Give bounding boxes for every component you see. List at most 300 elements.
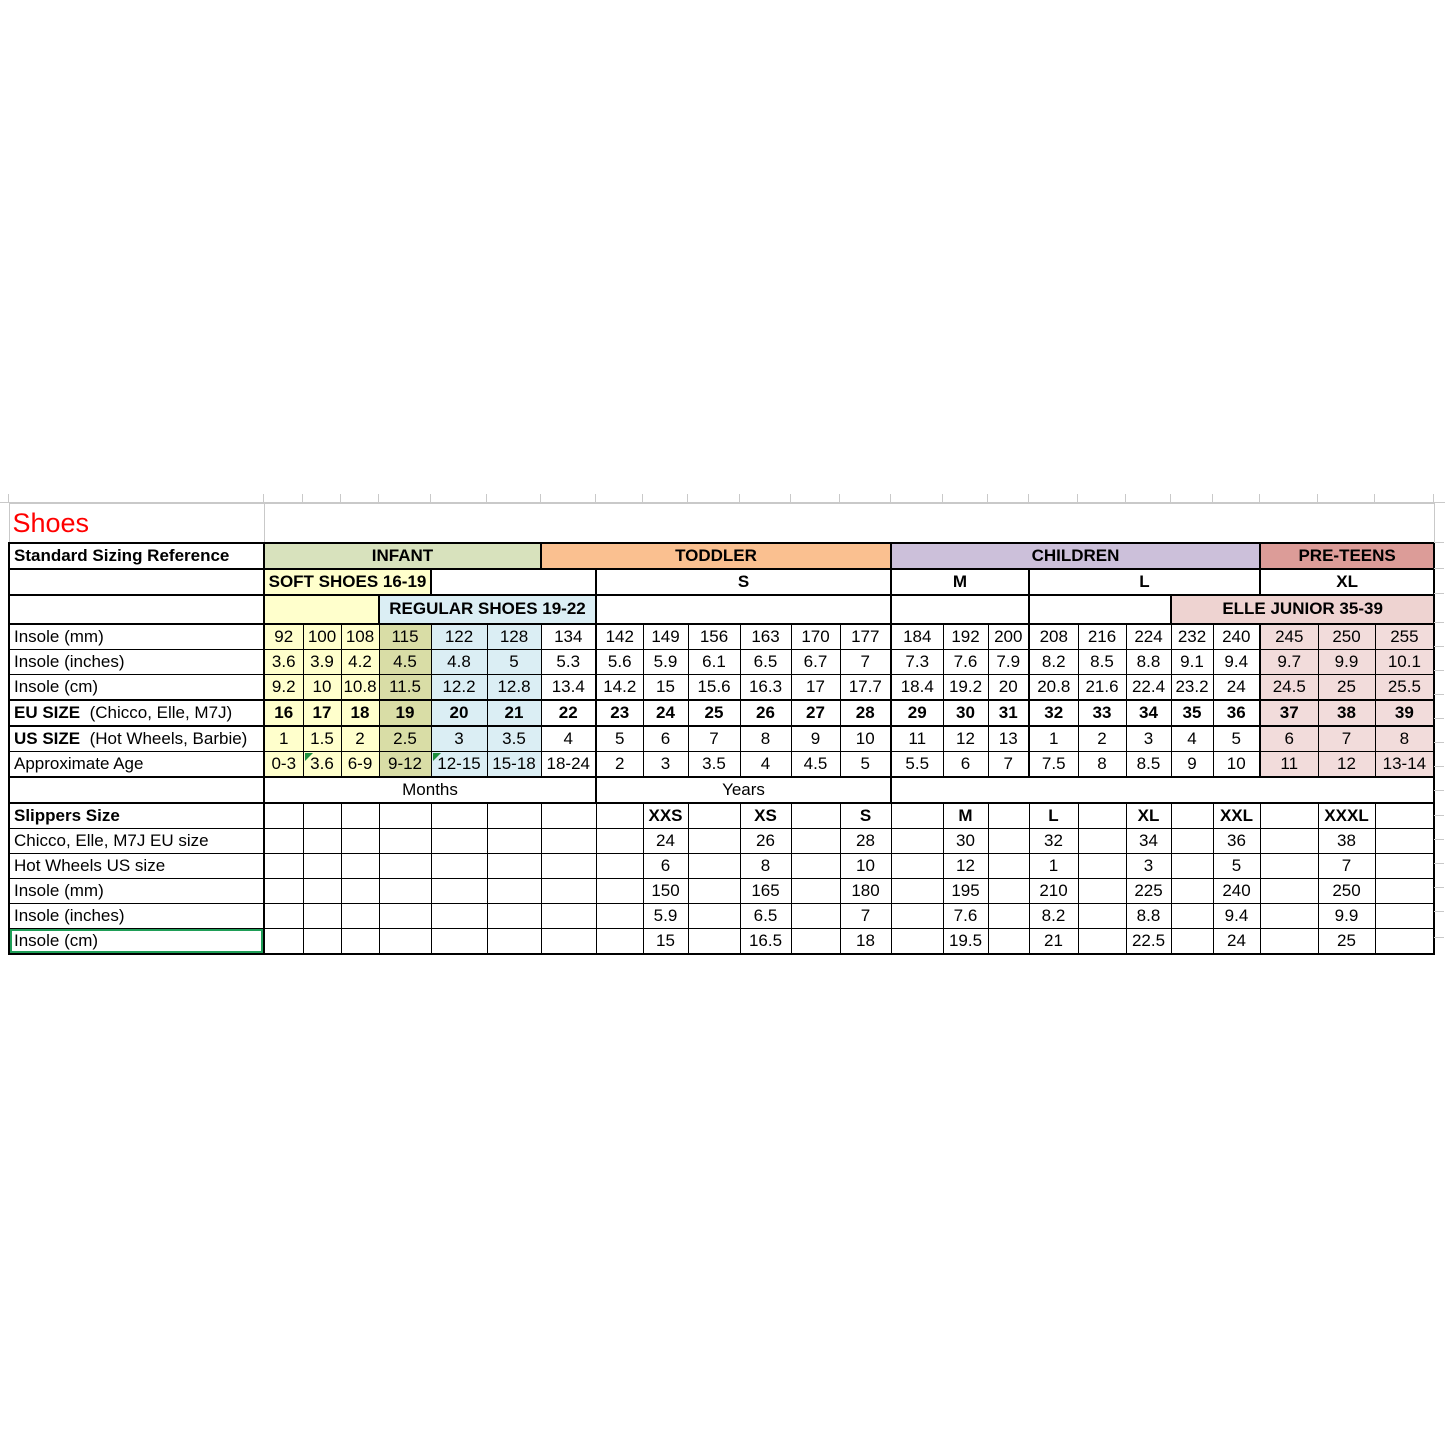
data-cell[interactable] xyxy=(1078,700,1126,726)
data-cell[interactable] xyxy=(1171,700,1213,726)
data-cell[interactable] xyxy=(943,674,988,700)
data-cell[interactable] xyxy=(1318,903,1375,928)
data-cell[interactable] xyxy=(1260,751,1318,777)
data-cell[interactable] xyxy=(643,751,688,777)
data-cell[interactable] xyxy=(988,674,1029,700)
blank-cell[interactable] xyxy=(688,903,740,928)
data-cell[interactable] xyxy=(643,700,688,726)
header-children[interactable] xyxy=(891,543,1260,569)
blank-cell[interactable] xyxy=(1375,878,1434,903)
data-cell[interactable] xyxy=(1318,649,1375,674)
data-cell[interactable] xyxy=(596,700,643,726)
row-label[interactable] xyxy=(9,700,264,726)
data-cell[interactable] xyxy=(303,751,341,777)
data-cell[interactable] xyxy=(264,624,303,650)
data-cell[interactable] xyxy=(379,649,431,674)
blank-cell[interactable] xyxy=(379,878,431,903)
blank-cell[interactable] xyxy=(791,928,840,954)
blank-cell[interactable] xyxy=(431,878,487,903)
data-cell[interactable] xyxy=(840,853,891,878)
blank-cell[interactable] xyxy=(264,853,303,878)
blank-cell[interactable] xyxy=(541,803,596,829)
blank-cell[interactable] xyxy=(1260,803,1318,829)
data-cell[interactable] xyxy=(1078,726,1126,752)
row-label[interactable] xyxy=(9,649,264,674)
data-cell[interactable] xyxy=(487,700,541,726)
blank-cell[interactable] xyxy=(1260,903,1318,928)
blank-cell[interactable] xyxy=(487,878,541,903)
data-cell[interactable] xyxy=(740,878,791,903)
data-cell[interactable] xyxy=(303,624,341,650)
data-cell[interactable] xyxy=(643,624,688,650)
data-cell[interactable] xyxy=(891,751,943,777)
data-cell[interactable] xyxy=(988,700,1029,726)
data-cell[interactable] xyxy=(541,726,596,752)
data-cell[interactable] xyxy=(791,624,840,650)
data-cell[interactable] xyxy=(840,903,891,928)
data-cell[interactable] xyxy=(943,878,988,903)
blank-cell[interactable] xyxy=(264,828,303,853)
blank-cell[interactable] xyxy=(303,903,341,928)
data-cell[interactable] xyxy=(431,700,487,726)
data-cell[interactable] xyxy=(1213,928,1260,954)
blank-cell[interactable] xyxy=(487,828,541,853)
data-cell[interactable] xyxy=(740,624,791,650)
blank-cell[interactable] xyxy=(541,903,596,928)
data-cell[interactable] xyxy=(379,700,431,726)
header-standard-sizing-reference[interactable] xyxy=(9,543,264,569)
data-cell[interactable] xyxy=(431,624,487,650)
data-cell[interactable] xyxy=(1126,903,1171,928)
blank-cell[interactable] xyxy=(303,828,341,853)
data-cell[interactable] xyxy=(1126,624,1171,650)
data-cell[interactable] xyxy=(943,624,988,650)
blank-cell[interactable] xyxy=(303,878,341,903)
blank-cell[interactable] xyxy=(1375,853,1434,878)
blank-cell[interactable] xyxy=(1375,803,1434,829)
blank-cell[interactable] xyxy=(988,828,1029,853)
data-cell[interactable] xyxy=(1126,700,1171,726)
data-cell[interactable] xyxy=(431,726,487,752)
blank-cell[interactable] xyxy=(487,903,541,928)
data-cell[interactable] xyxy=(643,726,688,752)
data-cell[interactable] xyxy=(643,878,688,903)
data-cell[interactable] xyxy=(431,751,487,777)
blank-cell[interactable] xyxy=(988,878,1029,903)
blank-cell[interactable] xyxy=(1260,828,1318,853)
data-cell[interactable] xyxy=(1126,828,1171,853)
data-cell[interactable] xyxy=(303,700,341,726)
blank-cell[interactable] xyxy=(1078,853,1126,878)
blank-cell[interactable] xyxy=(1260,878,1318,903)
data-cell[interactable] xyxy=(740,751,791,777)
data-cell[interactable] xyxy=(943,828,988,853)
blank-cell[interactable] xyxy=(541,828,596,853)
data-cell[interactable] xyxy=(541,700,596,726)
data-cell[interactable] xyxy=(840,700,891,726)
data-cell[interactable] xyxy=(303,726,341,752)
data-cell[interactable] xyxy=(943,751,988,777)
blank-cell[interactable] xyxy=(891,878,943,903)
data-cell[interactable] xyxy=(643,903,688,928)
blank-cell[interactable] xyxy=(791,853,840,878)
blank-cell[interactable] xyxy=(379,903,431,928)
blank-cell[interactable] xyxy=(1078,903,1126,928)
blank-cell[interactable] xyxy=(596,853,643,878)
blank-cell[interactable] xyxy=(688,803,740,829)
label-years[interactable] xyxy=(596,777,891,803)
blank-cell[interactable] xyxy=(264,878,303,903)
data-cell[interactable] xyxy=(596,674,643,700)
data-cell[interactable] xyxy=(1318,853,1375,878)
blank-cell[interactable] xyxy=(264,803,303,829)
blank-cell[interactable] xyxy=(988,853,1029,878)
data-cell[interactable] xyxy=(840,624,891,650)
data-cell[interactable] xyxy=(341,649,379,674)
blank-cell[interactable] xyxy=(303,803,341,829)
data-cell[interactable] xyxy=(1213,878,1260,903)
blank-cell[interactable] xyxy=(341,853,379,878)
blank-cell[interactable] xyxy=(264,928,303,954)
data-cell[interactable] xyxy=(840,928,891,954)
data-cell[interactable] xyxy=(643,674,688,700)
blank-cell[interactable] xyxy=(1171,853,1213,878)
blank-cell[interactable] xyxy=(688,828,740,853)
data-cell[interactable] xyxy=(596,649,643,674)
blank-cell[interactable] xyxy=(431,853,487,878)
data-cell[interactable] xyxy=(1171,674,1213,700)
header-preteens[interactable] xyxy=(1260,543,1434,569)
data-cell[interactable] xyxy=(1029,674,1078,700)
blank-cell[interactable] xyxy=(891,828,943,853)
blank-cell[interactable] xyxy=(1029,595,1171,624)
data-cell[interactable] xyxy=(891,649,943,674)
data-cell[interactable] xyxy=(1213,624,1260,650)
header-size-l[interactable] xyxy=(1029,569,1260,595)
blank-cell[interactable] xyxy=(596,928,643,954)
blank-cell[interactable] xyxy=(379,853,431,878)
data-cell[interactable] xyxy=(303,674,341,700)
blank-cell[interactable] xyxy=(379,928,431,954)
data-cell[interactable] xyxy=(1171,624,1213,650)
data-cell[interactable] xyxy=(1126,649,1171,674)
blank-cell[interactable] xyxy=(341,828,379,853)
blank-cell[interactable] xyxy=(487,853,541,878)
blank-cell[interactable] xyxy=(303,928,341,954)
data-cell[interactable] xyxy=(791,751,840,777)
blank-cell[interactable] xyxy=(1078,828,1126,853)
data-cell[interactable] xyxy=(341,751,379,777)
blank-cell[interactable] xyxy=(1375,928,1434,954)
row-label[interactable] xyxy=(9,726,264,752)
data-cell[interactable] xyxy=(264,751,303,777)
header-size-xl[interactable] xyxy=(1260,569,1434,595)
row-label[interactable] xyxy=(9,903,264,928)
data-cell[interactable] xyxy=(1213,751,1260,777)
data-cell[interactable] xyxy=(1126,928,1171,954)
blank-cell[interactable] xyxy=(1171,878,1213,903)
data-cell[interactable] xyxy=(1126,674,1171,700)
data-cell[interactable] xyxy=(1171,751,1213,777)
data-cell[interactable] xyxy=(1375,674,1434,700)
blank-cell[interactable] xyxy=(1078,878,1126,903)
blank-cell[interactable] xyxy=(891,595,1029,624)
data-cell[interactable] xyxy=(1213,649,1260,674)
data-cell[interactable] xyxy=(791,674,840,700)
blank-cell[interactable] xyxy=(1171,803,1213,829)
data-cell[interactable] xyxy=(541,751,596,777)
data-cell[interactable] xyxy=(1318,751,1375,777)
data-cell[interactable] xyxy=(596,726,643,752)
data-cell[interactable] xyxy=(1126,803,1171,829)
row-label[interactable] xyxy=(9,803,264,829)
data-cell[interactable] xyxy=(688,700,740,726)
data-cell[interactable] xyxy=(1318,928,1375,954)
data-cell[interactable] xyxy=(431,649,487,674)
blank-cell[interactable] xyxy=(891,803,943,829)
data-cell[interactable] xyxy=(1318,828,1375,853)
data-cell[interactable] xyxy=(264,700,303,726)
data-cell[interactable] xyxy=(1318,726,1375,752)
blank-cell[interactable] xyxy=(1171,928,1213,954)
header-regular-shoes[interactable] xyxy=(379,595,596,624)
data-cell[interactable] xyxy=(1318,803,1375,829)
data-cell[interactable] xyxy=(1260,649,1318,674)
data-cell[interactable] xyxy=(596,624,643,650)
blank-cell[interactable] xyxy=(596,595,891,624)
data-cell[interactable] xyxy=(341,726,379,752)
data-cell[interactable] xyxy=(1078,674,1126,700)
data-cell[interactable] xyxy=(1171,726,1213,752)
data-cell[interactable] xyxy=(943,853,988,878)
data-cell[interactable] xyxy=(688,751,740,777)
data-cell[interactable] xyxy=(1375,700,1434,726)
data-cell[interactable] xyxy=(688,726,740,752)
data-cell[interactable] xyxy=(487,649,541,674)
data-cell[interactable] xyxy=(1260,726,1318,752)
data-cell[interactable] xyxy=(1126,878,1171,903)
data-cell[interactable] xyxy=(1213,674,1260,700)
data-cell[interactable] xyxy=(943,803,988,829)
blank-cell[interactable] xyxy=(988,803,1029,829)
header-elle-junior[interactable] xyxy=(1171,595,1434,624)
blank-label[interactable] xyxy=(9,777,264,803)
data-cell[interactable] xyxy=(1078,751,1126,777)
row-label[interactable] xyxy=(9,624,264,650)
data-cell[interactable] xyxy=(740,828,791,853)
blank-cell[interactable] xyxy=(1260,928,1318,954)
data-cell[interactable] xyxy=(840,726,891,752)
data-cell[interactable] xyxy=(740,700,791,726)
data-cell[interactable] xyxy=(840,878,891,903)
data-cell[interactable] xyxy=(341,674,379,700)
blank-cell[interactable] xyxy=(379,803,431,829)
blank-cell[interactable] xyxy=(988,903,1029,928)
data-cell[interactable] xyxy=(541,624,596,650)
blank-cell[interactable] xyxy=(487,803,541,829)
data-cell[interactable] xyxy=(541,649,596,674)
blank-cell[interactable] xyxy=(341,903,379,928)
blank-cell[interactable] xyxy=(1078,928,1126,954)
data-cell[interactable] xyxy=(1260,624,1318,650)
data-cell[interactable] xyxy=(643,928,688,954)
blank-cell[interactable] xyxy=(891,777,1434,803)
blank-label[interactable] xyxy=(9,569,264,595)
data-cell[interactable] xyxy=(379,751,431,777)
data-cell[interactable] xyxy=(740,803,791,829)
data-cell[interactable] xyxy=(1029,700,1078,726)
header-size-s[interactable] xyxy=(596,569,891,595)
data-cell[interactable] xyxy=(1029,726,1078,752)
data-cell[interactable] xyxy=(1029,853,1078,878)
data-cell[interactable] xyxy=(740,649,791,674)
data-cell[interactable] xyxy=(988,624,1029,650)
data-cell[interactable] xyxy=(341,700,379,726)
data-cell[interactable] xyxy=(1318,878,1375,903)
data-cell[interactable] xyxy=(1318,700,1375,726)
data-cell[interactable] xyxy=(1213,853,1260,878)
data-cell[interactable] xyxy=(988,751,1029,777)
data-cell[interactable] xyxy=(596,751,643,777)
data-cell[interactable] xyxy=(840,751,891,777)
blank-cell[interactable] xyxy=(341,878,379,903)
blank-cell[interactable] xyxy=(341,928,379,954)
data-cell[interactable] xyxy=(1078,649,1126,674)
data-cell[interactable] xyxy=(643,803,688,829)
data-cell[interactable] xyxy=(840,674,891,700)
data-cell[interactable] xyxy=(1171,649,1213,674)
data-cell[interactable] xyxy=(891,624,943,650)
blank-cell[interactable] xyxy=(431,828,487,853)
blank-cell[interactable] xyxy=(264,903,303,928)
data-cell[interactable] xyxy=(1260,674,1318,700)
row-label[interactable] xyxy=(9,751,264,777)
header-soft-shoes[interactable] xyxy=(264,569,431,595)
data-cell[interactable] xyxy=(740,853,791,878)
blank-cell[interactable] xyxy=(596,803,643,829)
data-cell[interactable] xyxy=(1029,624,1078,650)
blank-cell[interactable] xyxy=(487,928,541,954)
data-cell[interactable] xyxy=(1213,700,1260,726)
header-infant[interactable] xyxy=(264,543,541,569)
data-cell[interactable] xyxy=(379,674,431,700)
data-cell[interactable] xyxy=(1375,726,1434,752)
data-cell[interactable] xyxy=(487,751,541,777)
data-cell[interactable] xyxy=(1126,726,1171,752)
data-cell[interactable] xyxy=(264,726,303,752)
data-cell[interactable] xyxy=(988,649,1029,674)
blank-cell[interactable] xyxy=(688,928,740,954)
blank-cell[interactable] xyxy=(541,928,596,954)
blank-cell[interactable] xyxy=(891,853,943,878)
data-cell[interactable] xyxy=(688,624,740,650)
title-row-filler[interactable] xyxy=(264,504,1434,543)
blank-cell[interactable] xyxy=(1375,903,1434,928)
data-cell[interactable] xyxy=(1260,700,1318,726)
blank-cell[interactable] xyxy=(688,853,740,878)
blank-cell[interactable] xyxy=(791,878,840,903)
blank-cell[interactable] xyxy=(1078,803,1126,829)
data-cell[interactable] xyxy=(1029,928,1078,954)
data-cell[interactable] xyxy=(740,928,791,954)
data-cell[interactable] xyxy=(891,700,943,726)
blank-cell[interactable] xyxy=(1260,853,1318,878)
data-cell[interactable] xyxy=(341,624,379,650)
data-cell[interactable] xyxy=(740,674,791,700)
blank-cell[interactable] xyxy=(341,803,379,829)
blank-cell[interactable] xyxy=(791,828,840,853)
data-cell[interactable] xyxy=(643,649,688,674)
data-cell[interactable] xyxy=(487,624,541,650)
blank-yellow-cell[interactable] xyxy=(264,595,379,624)
data-cell[interactable] xyxy=(643,853,688,878)
data-cell[interactable] xyxy=(1078,624,1126,650)
data-cell[interactable] xyxy=(891,726,943,752)
data-cell[interactable] xyxy=(1126,853,1171,878)
data-cell[interactable] xyxy=(1029,803,1078,829)
blank-cell[interactable] xyxy=(596,878,643,903)
data-cell[interactable] xyxy=(791,700,840,726)
blank-cell[interactable] xyxy=(891,928,943,954)
row-label[interactable] xyxy=(9,853,264,878)
data-cell[interactable] xyxy=(1126,751,1171,777)
blank-cell[interactable] xyxy=(303,853,341,878)
data-cell[interactable] xyxy=(791,649,840,674)
blank-cell[interactable] xyxy=(431,569,596,595)
data-cell[interactable] xyxy=(943,726,988,752)
sheet-title[interactable] xyxy=(9,504,264,543)
data-cell[interactable] xyxy=(1029,903,1078,928)
data-cell[interactable] xyxy=(1375,751,1434,777)
data-cell[interactable] xyxy=(740,903,791,928)
data-cell[interactable] xyxy=(1318,624,1375,650)
data-cell[interactable] xyxy=(1375,649,1434,674)
data-cell[interactable] xyxy=(303,649,341,674)
blank-label[interactable] xyxy=(9,595,264,624)
blank-cell[interactable] xyxy=(988,928,1029,954)
data-cell[interactable] xyxy=(891,674,943,700)
data-cell[interactable] xyxy=(1318,674,1375,700)
data-cell[interactable] xyxy=(487,674,541,700)
data-cell[interactable] xyxy=(1029,828,1078,853)
blank-cell[interactable] xyxy=(688,878,740,903)
blank-cell[interactable] xyxy=(431,803,487,829)
blank-cell[interactable] xyxy=(379,828,431,853)
data-cell[interactable] xyxy=(1213,903,1260,928)
row-label[interactable] xyxy=(9,928,264,954)
data-cell[interactable] xyxy=(988,726,1029,752)
data-cell[interactable] xyxy=(840,828,891,853)
data-cell[interactable] xyxy=(943,649,988,674)
header-toddler[interactable] xyxy=(541,543,891,569)
data-cell[interactable] xyxy=(487,726,541,752)
row-label[interactable] xyxy=(9,828,264,853)
data-cell[interactable] xyxy=(643,828,688,853)
data-cell[interactable] xyxy=(1029,751,1078,777)
data-cell[interactable] xyxy=(943,903,988,928)
blank-cell[interactable] xyxy=(596,903,643,928)
data-cell[interactable] xyxy=(1213,828,1260,853)
blank-cell[interactable] xyxy=(1171,903,1213,928)
blank-cell[interactable] xyxy=(431,903,487,928)
data-cell[interactable] xyxy=(264,674,303,700)
blank-cell[interactable] xyxy=(891,903,943,928)
data-cell[interactable] xyxy=(1213,803,1260,829)
blank-cell[interactable] xyxy=(1375,828,1434,853)
data-cell[interactable] xyxy=(688,649,740,674)
data-cell[interactable] xyxy=(541,674,596,700)
row-label[interactable] xyxy=(9,674,264,700)
